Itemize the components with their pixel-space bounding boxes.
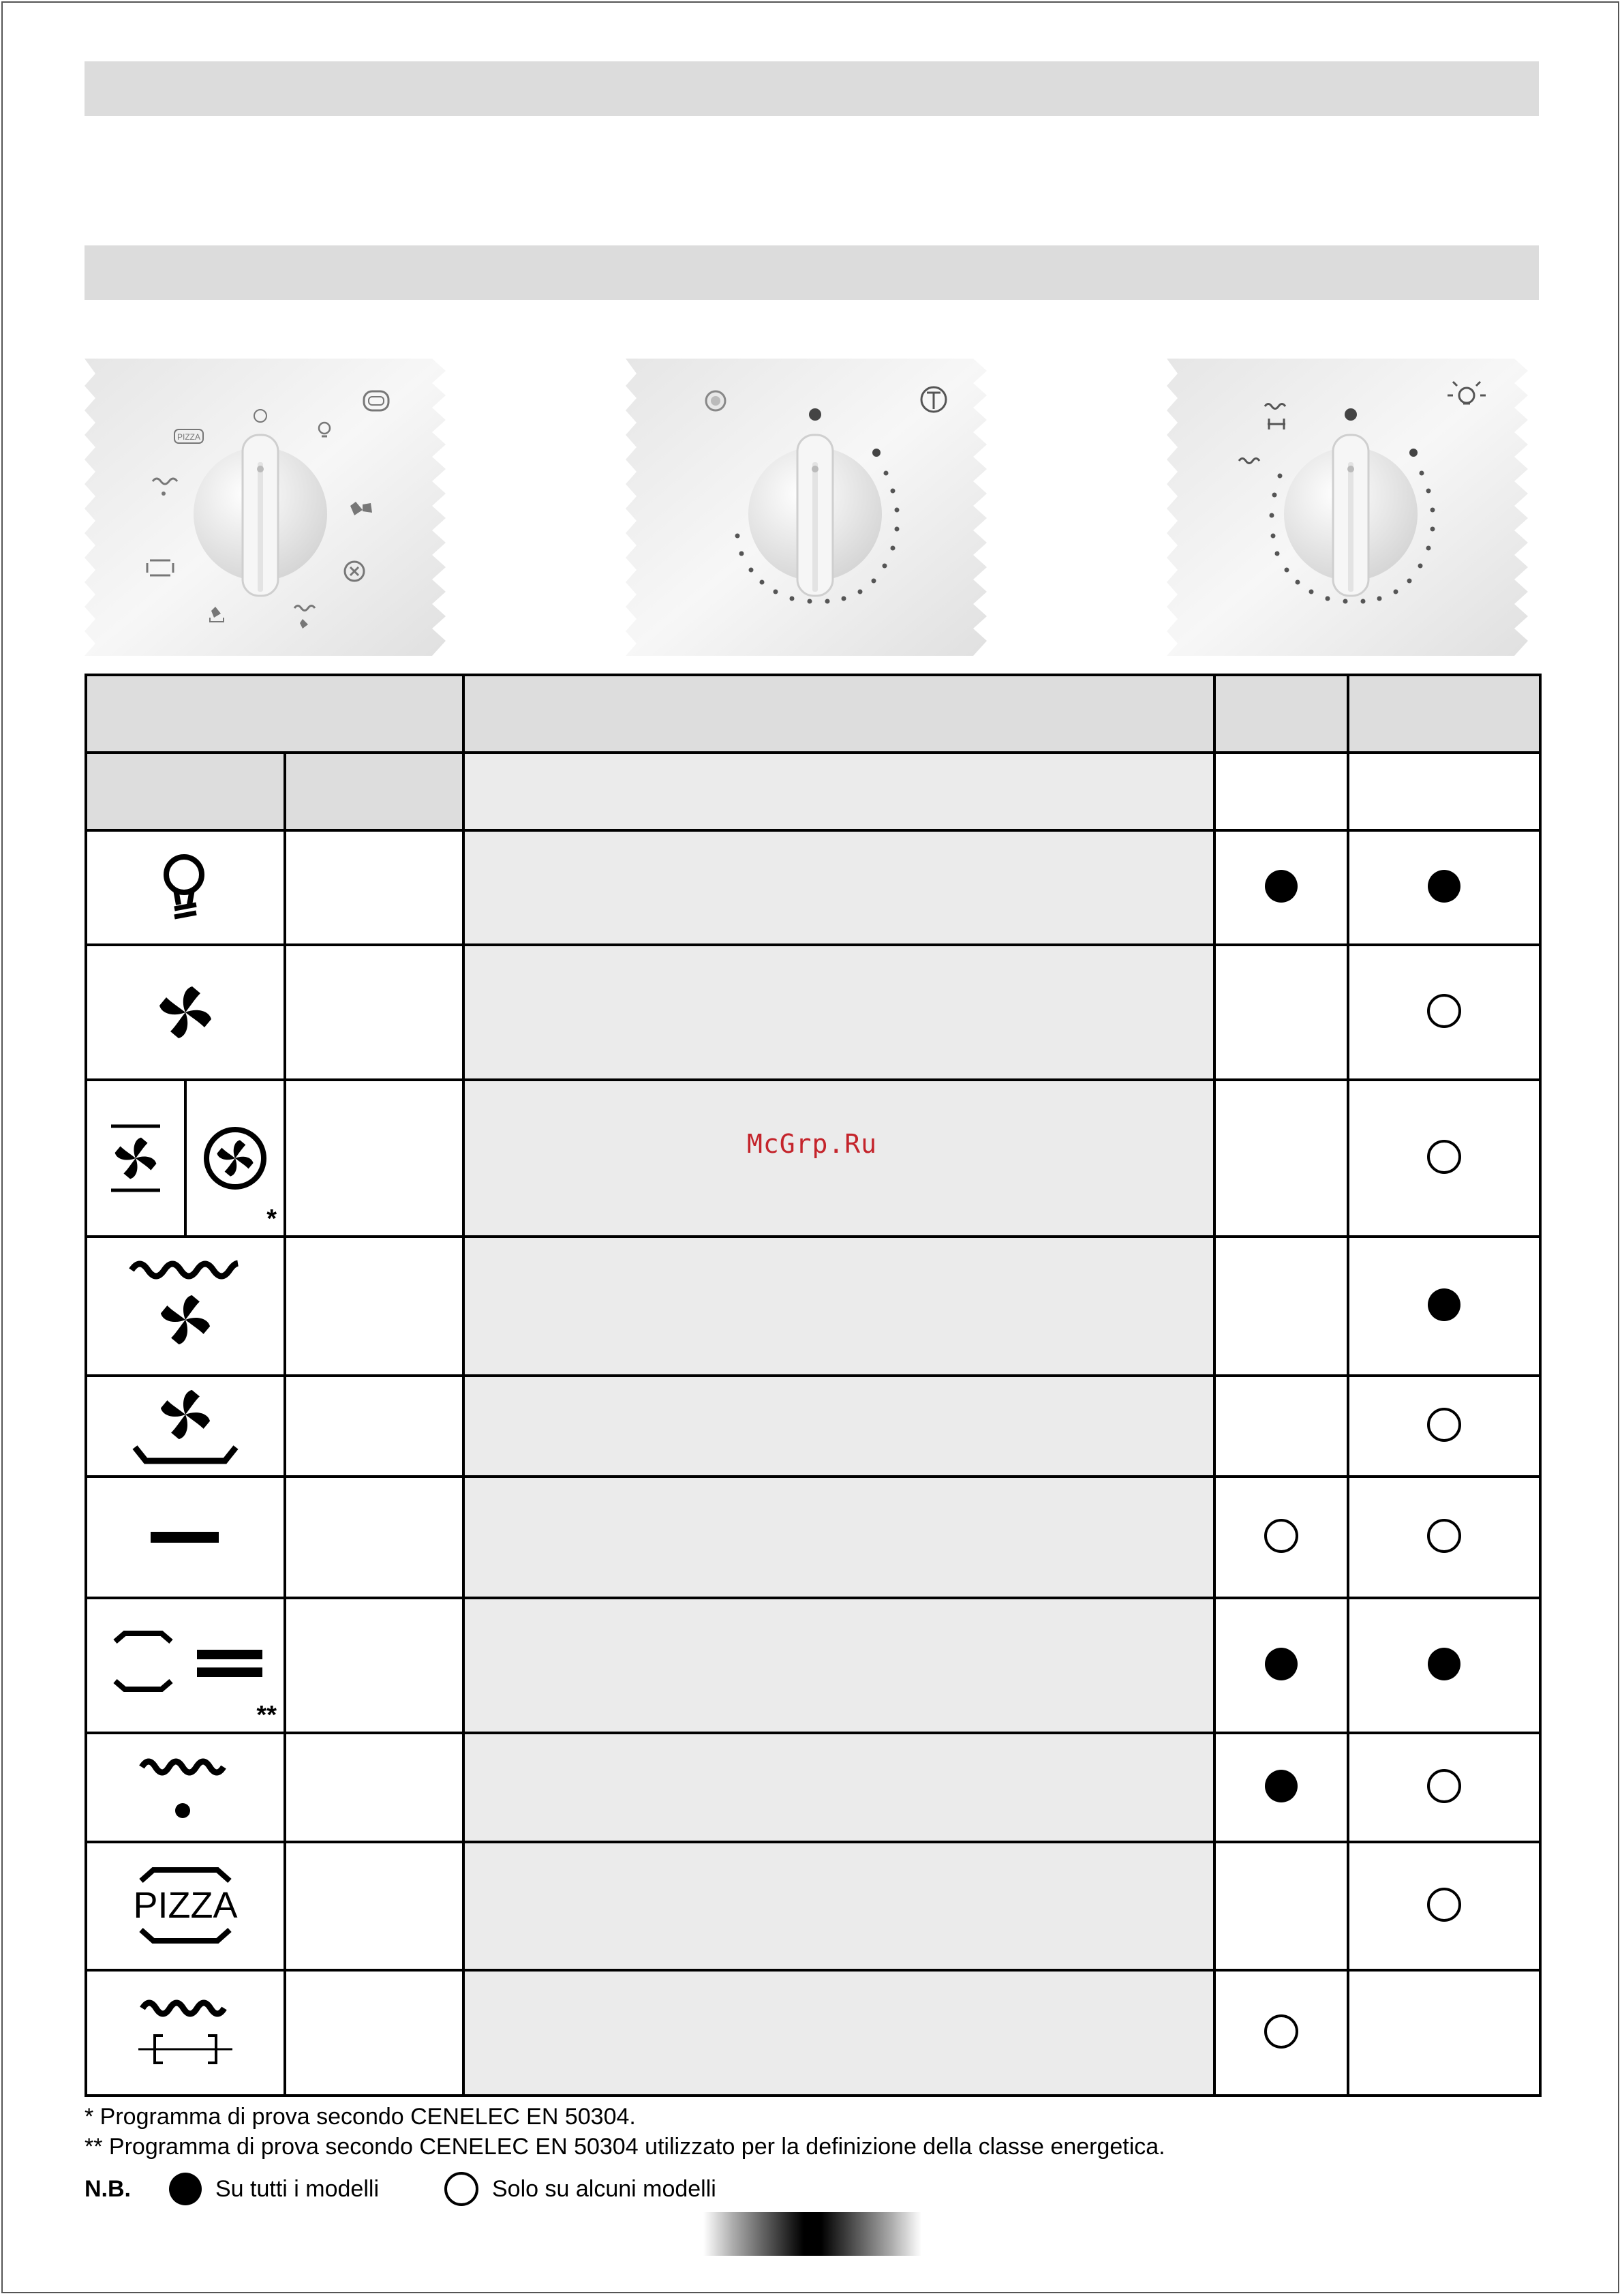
- bottom-fan-icon: [131, 1382, 240, 1470]
- hollow-dot-icon: [1427, 1140, 1461, 1174]
- temperature-cell: [285, 945, 463, 1080]
- filled-dot-icon: [1265, 1770, 1298, 1802]
- hollow-dot-icon: [444, 2172, 478, 2206]
- description-cell: [463, 1237, 1214, 1376]
- availability-a-cell: [1214, 1376, 1348, 1477]
- pizza-knob-label: PIZZA: [177, 432, 201, 442]
- temperature-cell: [285, 1080, 463, 1237]
- watermark-text: McGrp.Ru: [747, 1129, 878, 1159]
- symbol-cell: [86, 1477, 285, 1598]
- availability-a-cell: [1214, 1477, 1348, 1598]
- subheader-cell: [463, 753, 1214, 830]
- availability-a-cell: [1214, 1598, 1348, 1733]
- table-row: [86, 830, 1540, 945]
- description-cell: [463, 1842, 1214, 1970]
- symbol-cell: [86, 1842, 285, 1970]
- availability-b-cell: [1348, 1842, 1540, 1970]
- filled-dot-icon: [1265, 1648, 1298, 1680]
- subheader-cell: [285, 753, 463, 830]
- availability-a-cell: [1214, 1733, 1348, 1842]
- table-row: [86, 1970, 1540, 2096]
- header-cell: [1214, 675, 1348, 753]
- symbol-cell: [86, 830, 285, 945]
- section-header-bar: [85, 245, 1539, 300]
- hollow-dot-icon: [1264, 2014, 1298, 2049]
- grill-spit-icon: [134, 1992, 236, 2074]
- availability-b-cell: [1348, 1376, 1540, 1477]
- symbol-cell: [86, 1376, 285, 1477]
- availability-a-cell: [1214, 1970, 1348, 2096]
- footnote-marker: *: [266, 1205, 277, 1233]
- hollow-dot-icon: [1427, 1519, 1461, 1553]
- symbol-cell: [86, 1237, 285, 1376]
- bottom-heat-icon: [148, 1527, 223, 1547]
- thermostat-knob[interactable]: [626, 359, 998, 656]
- filled-dot-icon: [1428, 870, 1460, 903]
- temperature-cell: [285, 1237, 463, 1376]
- temperature-cell: [285, 1598, 463, 1733]
- function-knob[interactable]: [85, 359, 457, 656]
- timer-knob[interactable]: [1167, 359, 1539, 656]
- subheader-cell: [1348, 753, 1540, 830]
- header-cell: [463, 675, 1214, 753]
- availability-a-cell: [1214, 945, 1348, 1080]
- symbol-cell: [86, 1598, 285, 1733]
- pizza-icon: [127, 1862, 243, 1950]
- oven-functions-table: [85, 674, 1542, 2097]
- subheader-cell: [86, 753, 285, 830]
- fan-bars-icon: [108, 1121, 163, 1196]
- header-cell: [1348, 675, 1540, 753]
- description-cell: [463, 1970, 1214, 2096]
- legend-row: [85, 2172, 782, 2206]
- subheader-cell: [1214, 753, 1348, 830]
- availability-b-cell: [1348, 1477, 1540, 1598]
- table-row: [86, 1477, 1540, 1598]
- grill-small-icon: [138, 1747, 233, 1828]
- description-cell: [463, 945, 1214, 1080]
- hollow-dot-icon: [1264, 1519, 1298, 1553]
- page-tab-gradient: [703, 2212, 921, 2256]
- footnote-marker: **: [256, 1701, 277, 1729]
- table-row: [86, 1733, 1540, 1842]
- hollow-dot-icon: [1427, 994, 1461, 1028]
- temperature-cell: [285, 1842, 463, 1970]
- legend-filled-text: Su tutti i modelli: [215, 2175, 379, 2202]
- availability-b-cell: [1348, 1237, 1540, 1376]
- availability-a-cell: [1214, 1080, 1348, 1237]
- hollow-dot-icon: [1427, 1408, 1461, 1442]
- temperature-cell: [285, 1733, 463, 1842]
- table-header-row: [86, 675, 1540, 753]
- footnote-two-star: ** Programma di prova secondo CENELEC EN 50304 utilizzato per la definizione della classe energetica.: [85, 2134, 1165, 2160]
- timer-knob-panel: [1167, 359, 1539, 656]
- availability-b-cell: [1348, 1970, 1540, 2096]
- description-cell: [463, 1733, 1214, 1842]
- table-row: [86, 1598, 1540, 1733]
- temperature-cell: [285, 1477, 463, 1598]
- symbol-cell: [86, 1970, 285, 2096]
- pizza-label: PIZZA: [133, 1885, 238, 1926]
- availability-b-cell: [1348, 1733, 1540, 1842]
- filled-dot-icon: [1428, 1648, 1460, 1680]
- hollow-dot-icon: [1427, 1888, 1461, 1922]
- description-cell: [463, 1376, 1214, 1477]
- description-cell: [463, 1477, 1214, 1598]
- lamp-icon: [158, 850, 213, 925]
- symbol-cell: [86, 1733, 285, 1842]
- temperature-cell: [285, 830, 463, 945]
- nb-label: N.B.: [85, 2175, 131, 2202]
- availability-a-cell: [1214, 830, 1348, 945]
- temperature-cell: [285, 1970, 463, 2096]
- fan-icon: [155, 982, 216, 1043]
- symbol-cell: [86, 945, 285, 1080]
- table-subheader-row: [86, 753, 1540, 830]
- function-knob-panel: [85, 359, 457, 656]
- temperature-cell: [285, 1376, 463, 1477]
- footnote-one-star: * Programma di prova secondo CENELEC EN 50304.: [85, 2104, 636, 2130]
- grill-fan-icon: [127, 1255, 243, 1357]
- table-row: [86, 1376, 1540, 1477]
- table-row: [86, 1842, 1540, 1970]
- fan-ring-icon: [201, 1124, 269, 1192]
- availability-b-cell: [1348, 1598, 1540, 1733]
- description-cell: [463, 1598, 1214, 1733]
- table-row: [86, 1237, 1540, 1376]
- filled-dot-icon: [169, 2173, 202, 2205]
- symbol-cell: [86, 1080, 285, 1237]
- filled-dot-icon: [1428, 1288, 1460, 1321]
- availability-a-cell: [1214, 1237, 1348, 1376]
- header-cell: [86, 675, 463, 753]
- conventional-icon: [100, 1628, 271, 1703]
- table-row: [86, 945, 1540, 1080]
- section-header-bar: [85, 61, 1539, 116]
- availability-b-cell: [1348, 830, 1540, 945]
- availability-b-cell: [1348, 1080, 1540, 1237]
- description-cell: [463, 830, 1214, 945]
- hollow-dot-icon: [1427, 1769, 1461, 1803]
- legend-hollow-text: Solo su alcuni modelli: [492, 2175, 716, 2202]
- filled-dot-icon: [1265, 870, 1298, 903]
- availability-a-cell: [1214, 1842, 1348, 1970]
- thermostat-knob-panel: [626, 359, 998, 656]
- availability-b-cell: [1348, 945, 1540, 1080]
